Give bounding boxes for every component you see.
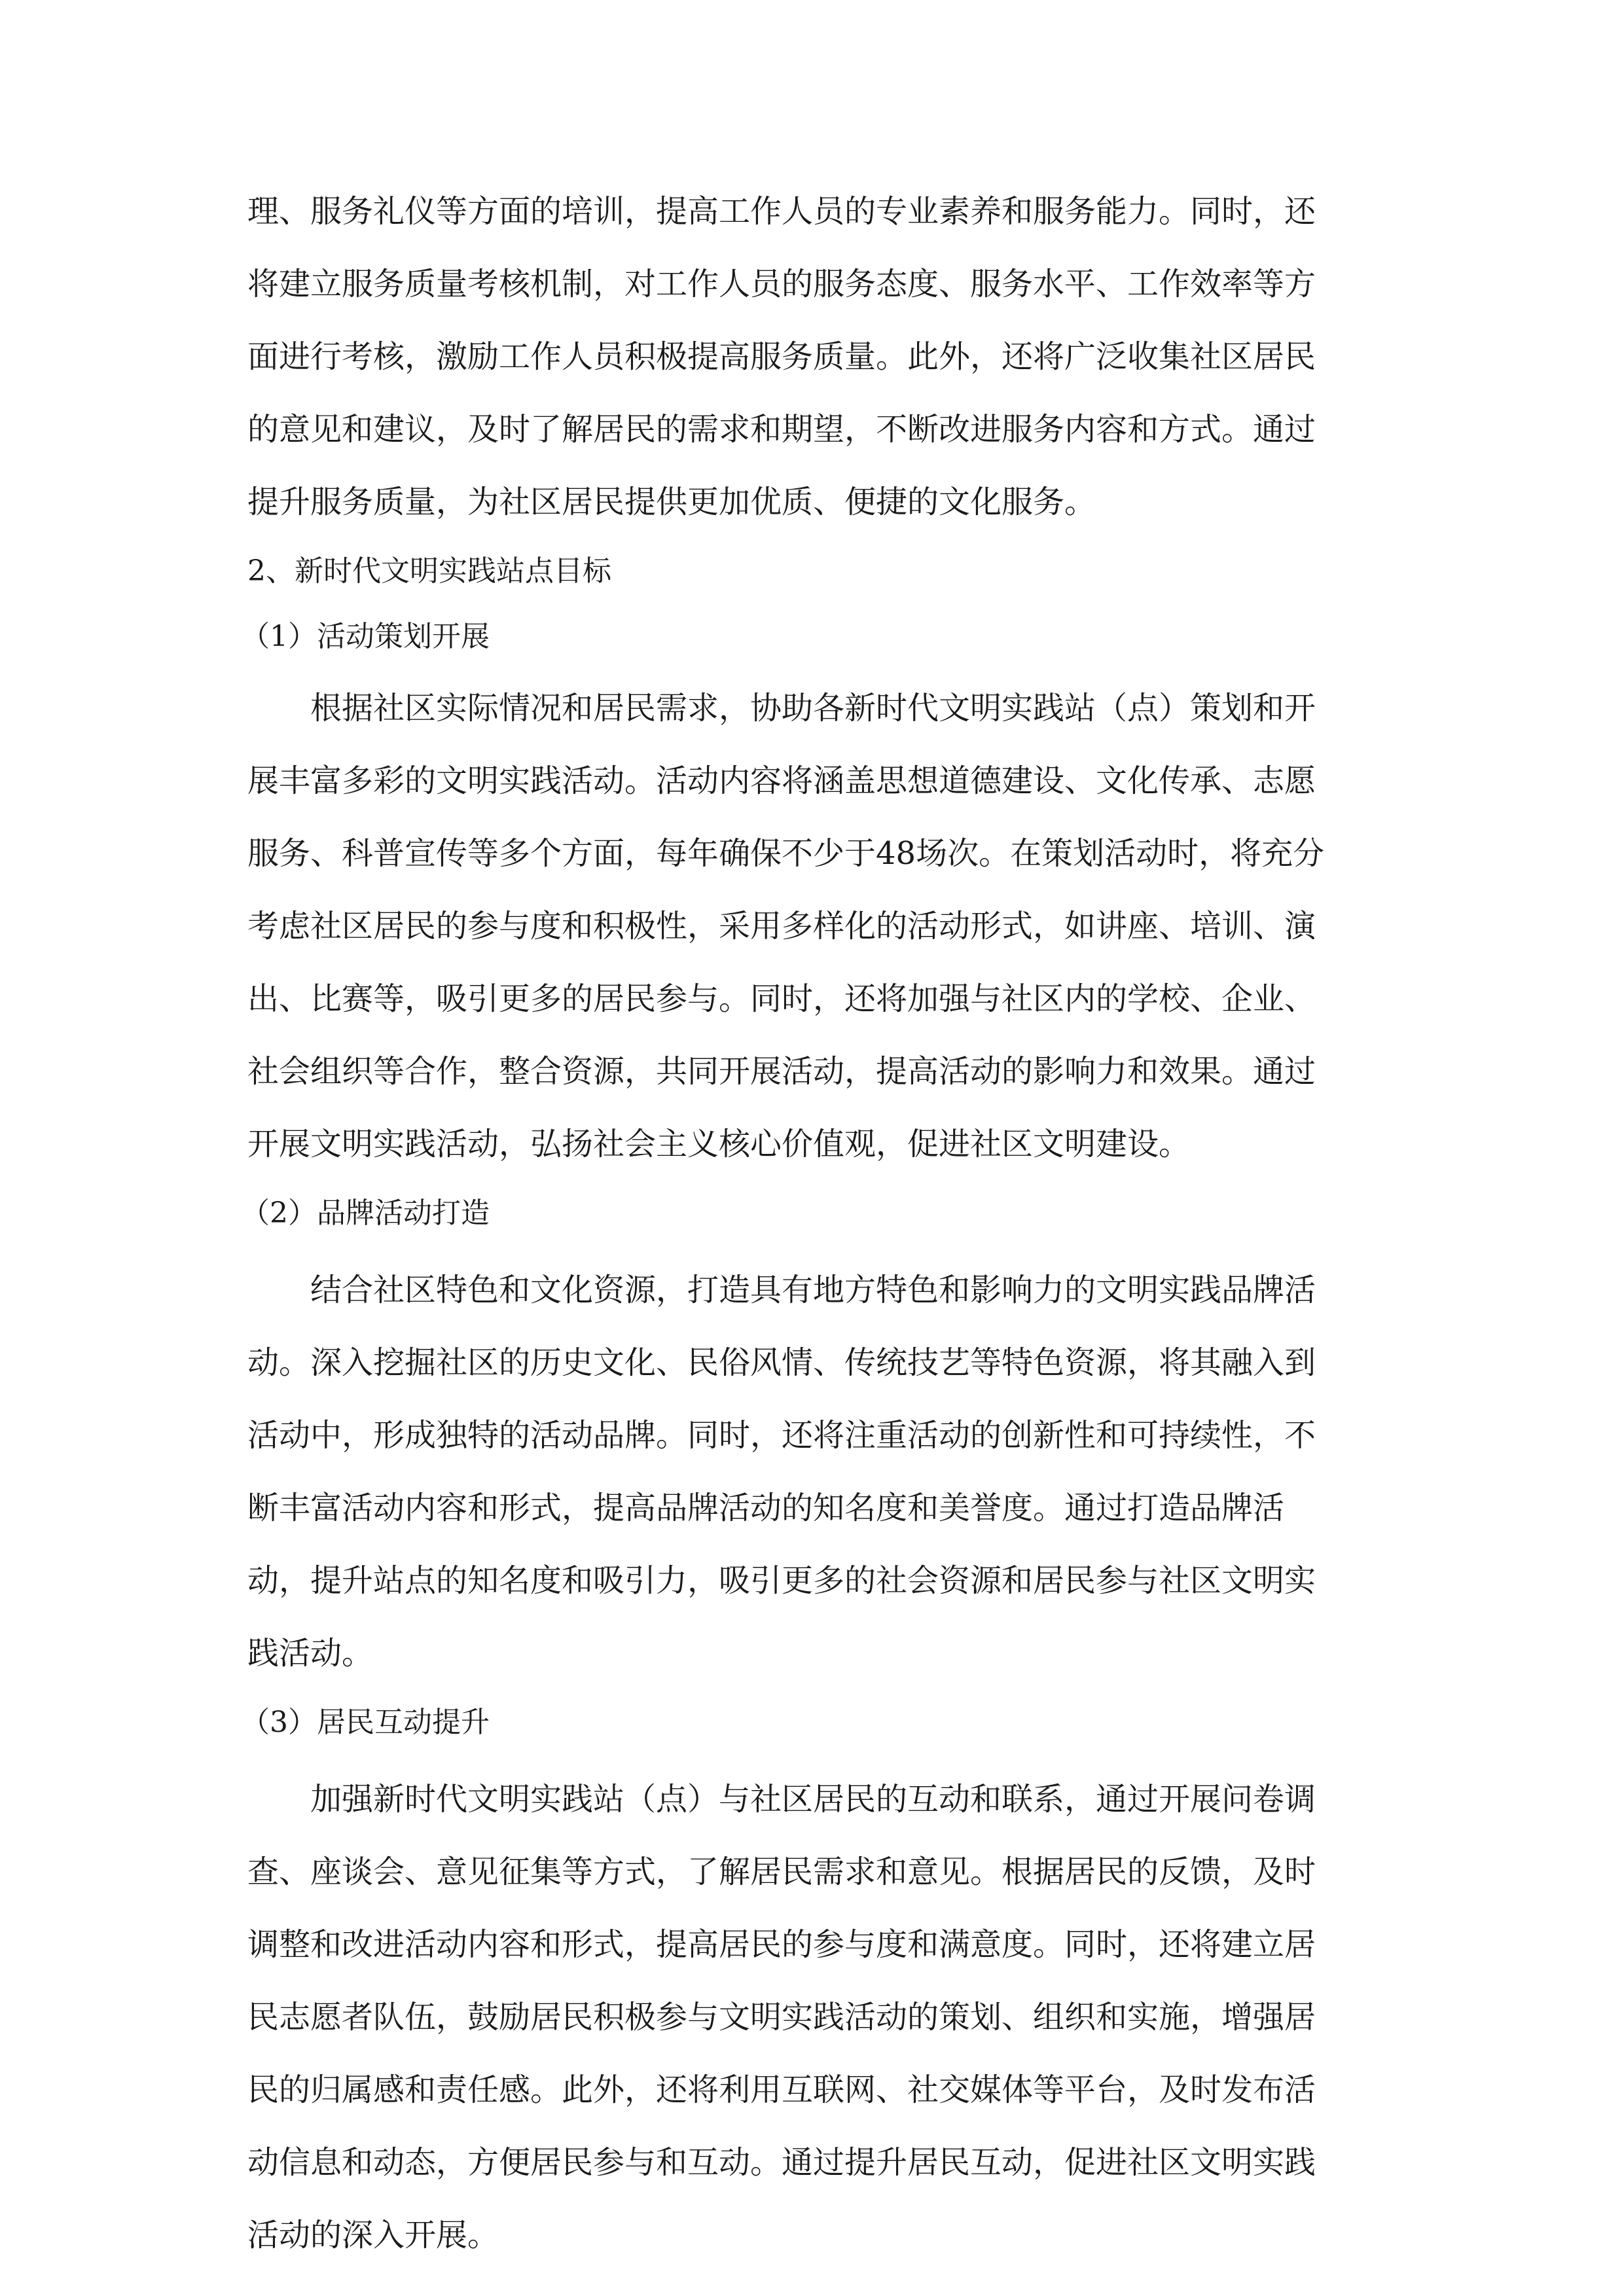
text-line: 动。深入挖掘社区的历史文化、民俗风情、传统技艺等特色资源，将其融入到	[247, 1344, 1316, 1381]
text-line: 面进行考核，激励工作人员积极提高服务质量。此外，还将广泛收集社区居民	[247, 338, 1316, 375]
text-line: 根据社区实际情况和居民需求，协助各新时代文明实践站（点）策划和开	[310, 690, 1316, 726]
subsection-heading-2: （2）品牌活动打造	[241, 1196, 490, 1230]
text-line: 将建立服务质量考核机制，对工作人员的服务态度、服务水平、工作效率等方	[247, 266, 1316, 302]
text-line: 断丰富活动内容和形式，提高品牌活动的知名度和美誉度。通过打造品牌活	[247, 1490, 1285, 1526]
text-line: 活动的深入开展。	[247, 2217, 499, 2253]
text-line: 动，提升站点的知名度和吸引力，吸引更多的社会资源和居民参与社区文明实	[247, 1562, 1316, 1599]
text-line: 活动中，形成独特的活动品牌。同时，还将注重活动的创新性和可持续性，不	[247, 1417, 1316, 1454]
text-line: 开展文明实践活动，弘扬社会主义核心价值观，促进社区文明建设。	[247, 1126, 1191, 1162]
text-line: 调整和改进活动内容和形式，提高居民的参与度和满意度。同时，还将建立居	[247, 1926, 1316, 1963]
section-heading-2: 2、新时代文明实践站点目标	[247, 554, 611, 588]
text-line: 展丰富多彩的文明实践活动。活动内容将涵盖思想道德建设、文化传承、志愿	[247, 762, 1316, 799]
text-line: 理、服务礼仪等方面的培训，提高工作人员的专业素养和服务能力。同时，还	[247, 193, 1316, 230]
text-line: 民志愿者队伍，鼓励居民积极参与文明实践活动的策划、组织和实施，增强居	[247, 1999, 1316, 2036]
text-line: 的意见和建议，及时了解居民的需求和期望，不断改进服务内容和方式。通过	[247, 411, 1316, 448]
text-line: 查、座谈会、意见征集等方式，了解居民需求和意见。根据居民的反馈，及时	[247, 1854, 1316, 1890]
paragraph-resident-interaction	[247, 1763, 1380, 2272]
text-line: 出、比赛等，吸引更多的居民参与。同时，还将加强与社区内的学校、企业、	[247, 980, 1316, 1017]
paragraph-brand-activity	[247, 1254, 1380, 1690]
paragraph-service-quality	[247, 175, 1380, 539]
text-line: 民的归属感和责任感。此外，还将利用互联网、社交媒体等平台，及时发布活	[247, 2072, 1316, 2108]
document-page	[241, 175, 1380, 2272]
subsection-heading-1: （1）活动策划开展	[241, 620, 490, 653]
text-line: 提升服务质量，为社区居民提供更加优质、便捷的文化服务。	[247, 484, 1096, 520]
text-line: 动信息和动态，方便居民参与和互动。通过提升居民互动，促进社区文明实践	[247, 2144, 1316, 2181]
text-line: 加强新时代文明实践站（点）与社区居民的互动和联系，通过开展问卷调	[310, 1781, 1316, 1818]
text-line: 社会组织等合作，整合资源，共同开展活动，提高活动的影响力和效果。通过	[247, 1053, 1316, 1090]
text-line: 考虑社区居民的参与度和积极性，采用多样化的活动形式，如讲座、培训、演	[247, 908, 1316, 944]
subsection-heading-3: （3）居民互动提升	[241, 1706, 490, 1739]
text-line: 践活动。	[247, 1635, 374, 1672]
paragraph-activity-planning	[247, 672, 1380, 1181]
text-line: 结合社区特色和文化资源，打造具有地方特色和影响力的文明实践品牌活	[310, 1272, 1316, 1308]
text-line: 服务、科普宣传等多个方面，每年确保不少于48场次。在策划活动时，将充分	[247, 835, 1325, 872]
